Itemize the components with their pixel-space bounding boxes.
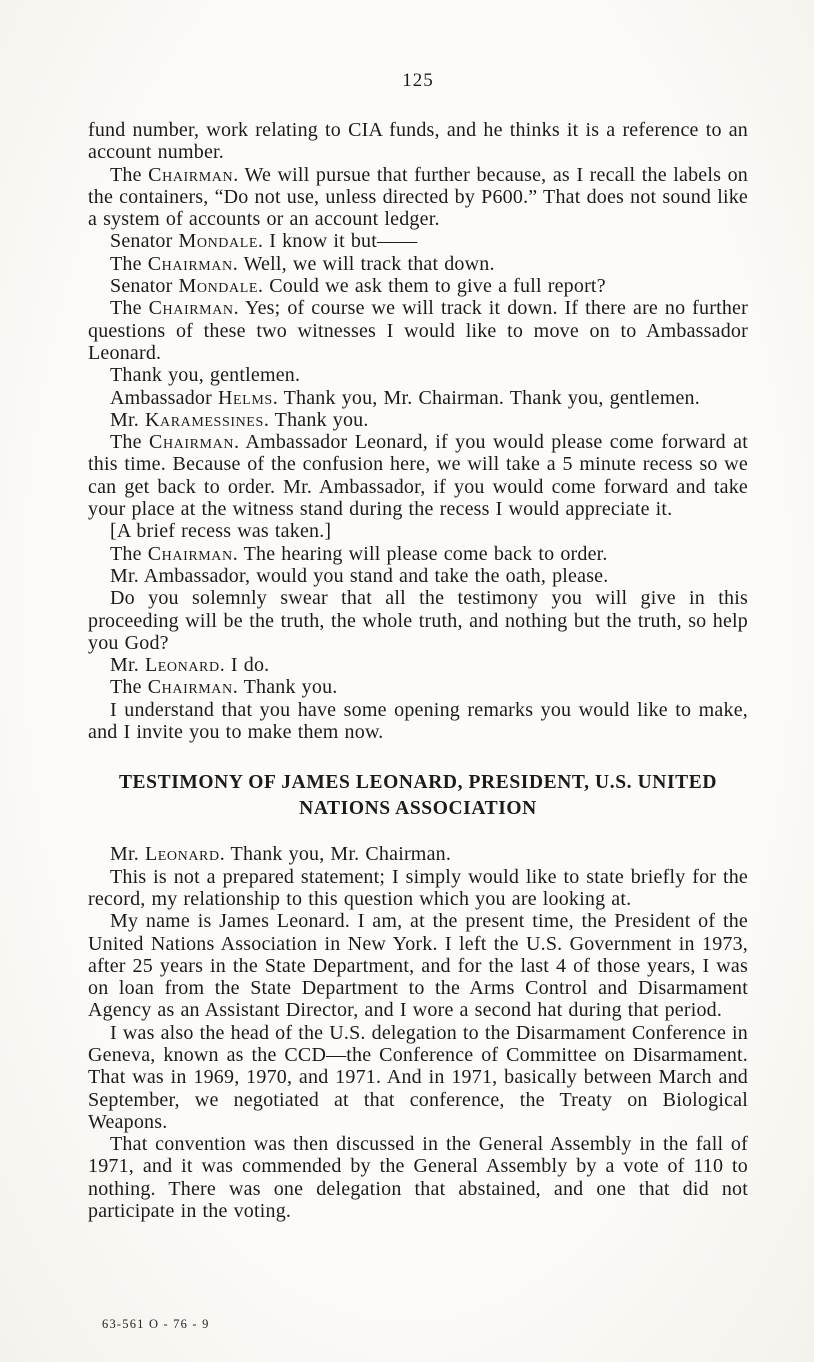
paragraph-text: The [110, 252, 148, 275]
transcript-paragraph [88, 843, 748, 865]
paragraph-text: The [110, 297, 149, 320]
transcript-paragraph [88, 699, 748, 744]
paragraph-text: Mr. [110, 654, 145, 677]
paragraph-text: . Thank you, Mr. Chairman. Thank you, gentlemen. [272, 386, 700, 409]
paragraph-text: . Could we ask them to give a full report? [258, 275, 606, 298]
paragraph-text: . I do. [219, 654, 270, 677]
transcript-paragraph [88, 230, 748, 252]
transcript-paragraph [88, 1022, 748, 1133]
paragraph-text: [A brief recess was taken.] [110, 520, 332, 543]
transcript-paragraph [88, 543, 748, 565]
paragraph-text: Thank you, gentlemen. [110, 364, 301, 387]
paragraph-text: I was also the head of the U.S. delegation to the Disarmament Conference in Geneva, known as the CCD—the Conference of Committee on Disarmament. That was in 1969, 1970, and 1971. And in 1971, basically between March and September, we negotiated at that conference, the Treaty on Biological Weapons. [88, 1021, 748, 1133]
paragraph-text: Do you solemnly swear that all the testimony you will give in this proceeding will be the truth, the whole truth, and nothing but the truth, so help you God? [88, 587, 748, 654]
paragraph-text: Mr. Ambassador, would you stand and take the oath, please. [110, 564, 609, 587]
speaker-name: Leonard [144, 654, 220, 677]
speaker-name: Chairman [147, 676, 233, 699]
paragraph-text: . Ambassador Leonard, if you would please come forward at this time. Because of the confusion here, we will take a 5 minute recess so we can get back to order. Mr. Ambassador, if you would come forward and take your place at the witness stand during the recess I would appreciate it. [88, 431, 749, 521]
paragraph-text: . We will pursue that further because, as I recall the labels on the containers, “Do not use, unless directed by P600.” That does not sound like a system of accounts or an account ledger. [88, 163, 748, 231]
paragraph-text: fund number, work relating to CIA funds, and he thinks it is a reference to an account number. [88, 119, 748, 164]
transcript-paragraph [88, 654, 748, 676]
transcript-paragraph [88, 387, 748, 409]
speaker-name: Karamessines [144, 408, 264, 431]
transcript-paragraph [88, 275, 748, 297]
paragraph-text: The [110, 542, 148, 565]
transcript-paragraph [88, 253, 748, 275]
paragraph-text: Senator [110, 275, 179, 298]
transcript-paragraph [88, 866, 748, 911]
paragraph-text: The [110, 163, 149, 186]
speaker-name: Chairman [147, 252, 233, 275]
transcript-paragraph [88, 676, 748, 698]
speaker-name: Leonard [144, 843, 220, 866]
paragraph-text: . Well, we will track that down. [232, 252, 495, 275]
transcript-paragraph [88, 910, 748, 1021]
page-number: 125 [402, 70, 434, 91]
paragraph-text: . Thank you. [232, 676, 338, 699]
paragraph-text: That convention was then discussed in the General Assembly in the fall of 1971, and it was commended by the General Assembly by a vote of 110 to nothing. There was one delegation that abstained, and one that did not participate in the voting. [88, 1133, 748, 1223]
speaker-name: Mondale [178, 230, 259, 253]
text-column [88, 70, 748, 1222]
paragraph-text: The [110, 676, 148, 699]
transcript-paragraph [88, 587, 748, 654]
speaker-name: Chairman [148, 297, 234, 320]
speaker-name: Chairman [147, 542, 233, 565]
speaker-name: Helms [217, 386, 273, 409]
transcript-paragraph [88, 409, 748, 431]
paragraph-text: Mr. [110, 843, 145, 866]
testimony-heading-line: NATIONS ASSOCIATION [299, 798, 537, 820]
paragraph-text: . Thank you. [263, 408, 369, 431]
transcript-paragraph [88, 431, 748, 520]
paragraph-text: This is not a prepared statement; I simply would like to state briefly for the record, my relationship to this question which you are looking at. [88, 865, 748, 910]
transcript-paragraph [88, 1133, 748, 1222]
paragraph-text: I understand that you have some opening remarks you would like to make, and I invite you to make them now. [88, 698, 748, 744]
transcript-paragraph [88, 364, 748, 386]
transcript-paragraph [88, 520, 748, 542]
paragraph-text: My name is James Leonard. I am, at the present time, the President of the United Nations Association in New York. I left the U.S. Government in 1973, after 25 years in the State Department, and for the last 4 of those years, I was on loan from the State Department to the Arms Control and Disarmament Agency as an Assistant Director, and I wore a second hat during that period. [88, 910, 748, 1022]
transcript-paragraph [88, 119, 748, 164]
paragraph-text: . The hearing will please come back to order. [232, 542, 608, 565]
transcript-section-colloquy [88, 119, 748, 743]
transcript-paragraph [88, 565, 748, 587]
paragraph-text: . Yes; of course we will track it down. If there are no further questions of these two witnesses I would like to move on to Ambassador Leonard. [88, 297, 748, 364]
speaker-name: Mondale [178, 275, 259, 298]
paragraph-text: . I know it but—— [258, 230, 418, 253]
transcript-paragraph [88, 164, 748, 231]
speaker-name: Chairman [149, 431, 235, 454]
paragraph-text: Mr. [110, 408, 145, 431]
paragraph-text: . Thank you, Mr. Chairman. [219, 843, 452, 866]
gpo-print-code: 63-561 O - 76 - 9 [102, 1317, 210, 1331]
transcript-section-testimony [88, 843, 748, 1222]
speaker-name: Chairman [148, 163, 234, 186]
paragraph-text: Ambassador [110, 386, 218, 409]
transcript-paragraph [88, 297, 748, 364]
paragraph-text: Senator [110, 230, 179, 253]
testimony-heading-line: TESTIMONY OF JAMES LEONARD, PRESIDENT, U.S. UNITED [118, 772, 718, 794]
paragraph-text: The [110, 431, 149, 454]
testimony-heading [88, 770, 748, 822]
